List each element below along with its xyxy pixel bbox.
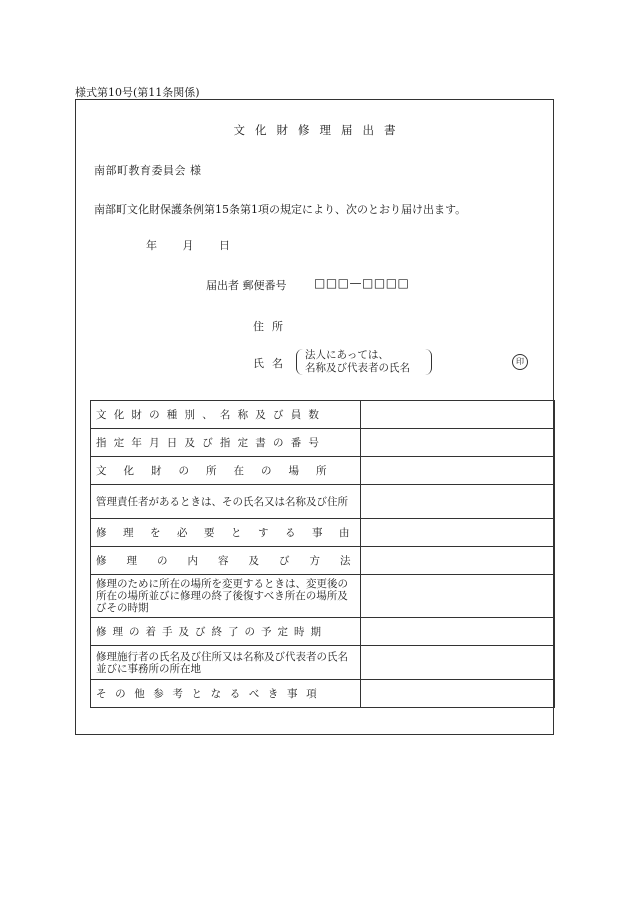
row-label-location: 文化財の所在の場所: [91, 457, 361, 485]
addressee: 南部町教育委員会 様: [94, 164, 202, 177]
row-value-location[interactable]: [361, 457, 555, 485]
notifier-zip-label: 届出者 郵便番号: [206, 279, 287, 292]
row-value-repair-method[interactable]: [361, 547, 555, 575]
table-row: [91, 618, 555, 646]
notifier-address-label: 住所: [253, 320, 291, 333]
row-value-designation-date[interactable]: [361, 429, 555, 457]
table-row: [91, 457, 555, 485]
seal-mark: 印: [512, 354, 528, 370]
corporation-note: [296, 349, 432, 375]
table-row: [91, 646, 555, 680]
row-value-manager[interactable]: [361, 485, 555, 519]
table-row: [91, 401, 555, 429]
row-value-schedule[interactable]: [361, 618, 555, 646]
details-table: [90, 400, 555, 708]
row-value-other-notes[interactable]: [361, 680, 555, 708]
table-row: [91, 680, 555, 708]
corporation-note-line-1: 法人にあっては、: [305, 349, 389, 361]
notifier-zip-field[interactable]: □□□—□□□□: [314, 276, 410, 290]
corporation-note-line-2: 名称及び代表者の氏名: [305, 362, 410, 374]
table-row: [91, 519, 555, 547]
row-label-repair-method: 修理の内容及び方法: [91, 547, 361, 575]
row-label-other-notes: その他参考となるべき事項: [91, 680, 361, 708]
row-label-contractor: 修理施行者の氏名及び住所又は名称及び代表者の氏名並びに事務所の所在地: [91, 646, 361, 680]
row-label-manager: 管理責任者があるときは、その氏名又は名称及び住所: [91, 485, 361, 519]
table-row: [91, 429, 555, 457]
notifier-name-label: 氏名: [253, 357, 291, 370]
form-frame: [75, 99, 554, 735]
table-row: [91, 575, 555, 618]
table-row: [91, 547, 555, 575]
table-row: [91, 485, 555, 519]
row-label-designation-date: 指定年月日及び指定書の番号: [91, 429, 361, 457]
form-code: 様式第10号(第11条関係): [75, 86, 200, 99]
date-line: 年 月 日: [146, 239, 230, 252]
row-value-cultural-property-type[interactable]: [361, 401, 555, 429]
row-label-repair-reason: 修理を必要とする事由: [91, 519, 361, 547]
row-value-contractor[interactable]: [361, 646, 555, 680]
row-label-schedule: 修理の着手及び終了の予定時期: [91, 618, 361, 646]
row-label-cultural-property-type: 文化財の種別、名称及び員数: [91, 401, 361, 429]
row-value-repair-reason[interactable]: [361, 519, 555, 547]
row-value-relocation[interactable]: [361, 575, 555, 618]
row-label-relocation: 修理のために所在の場所を変更するときは、変更後の所在の場所並びに修理の終了後復すべき所在の場所及びその時期: [91, 575, 361, 618]
form-title: 文化財修理届出書: [233, 123, 406, 137]
notification-statement: 南部町文化財保護条例第15条第1項の規定により、次のとおり届け出ます。: [94, 203, 467, 216]
